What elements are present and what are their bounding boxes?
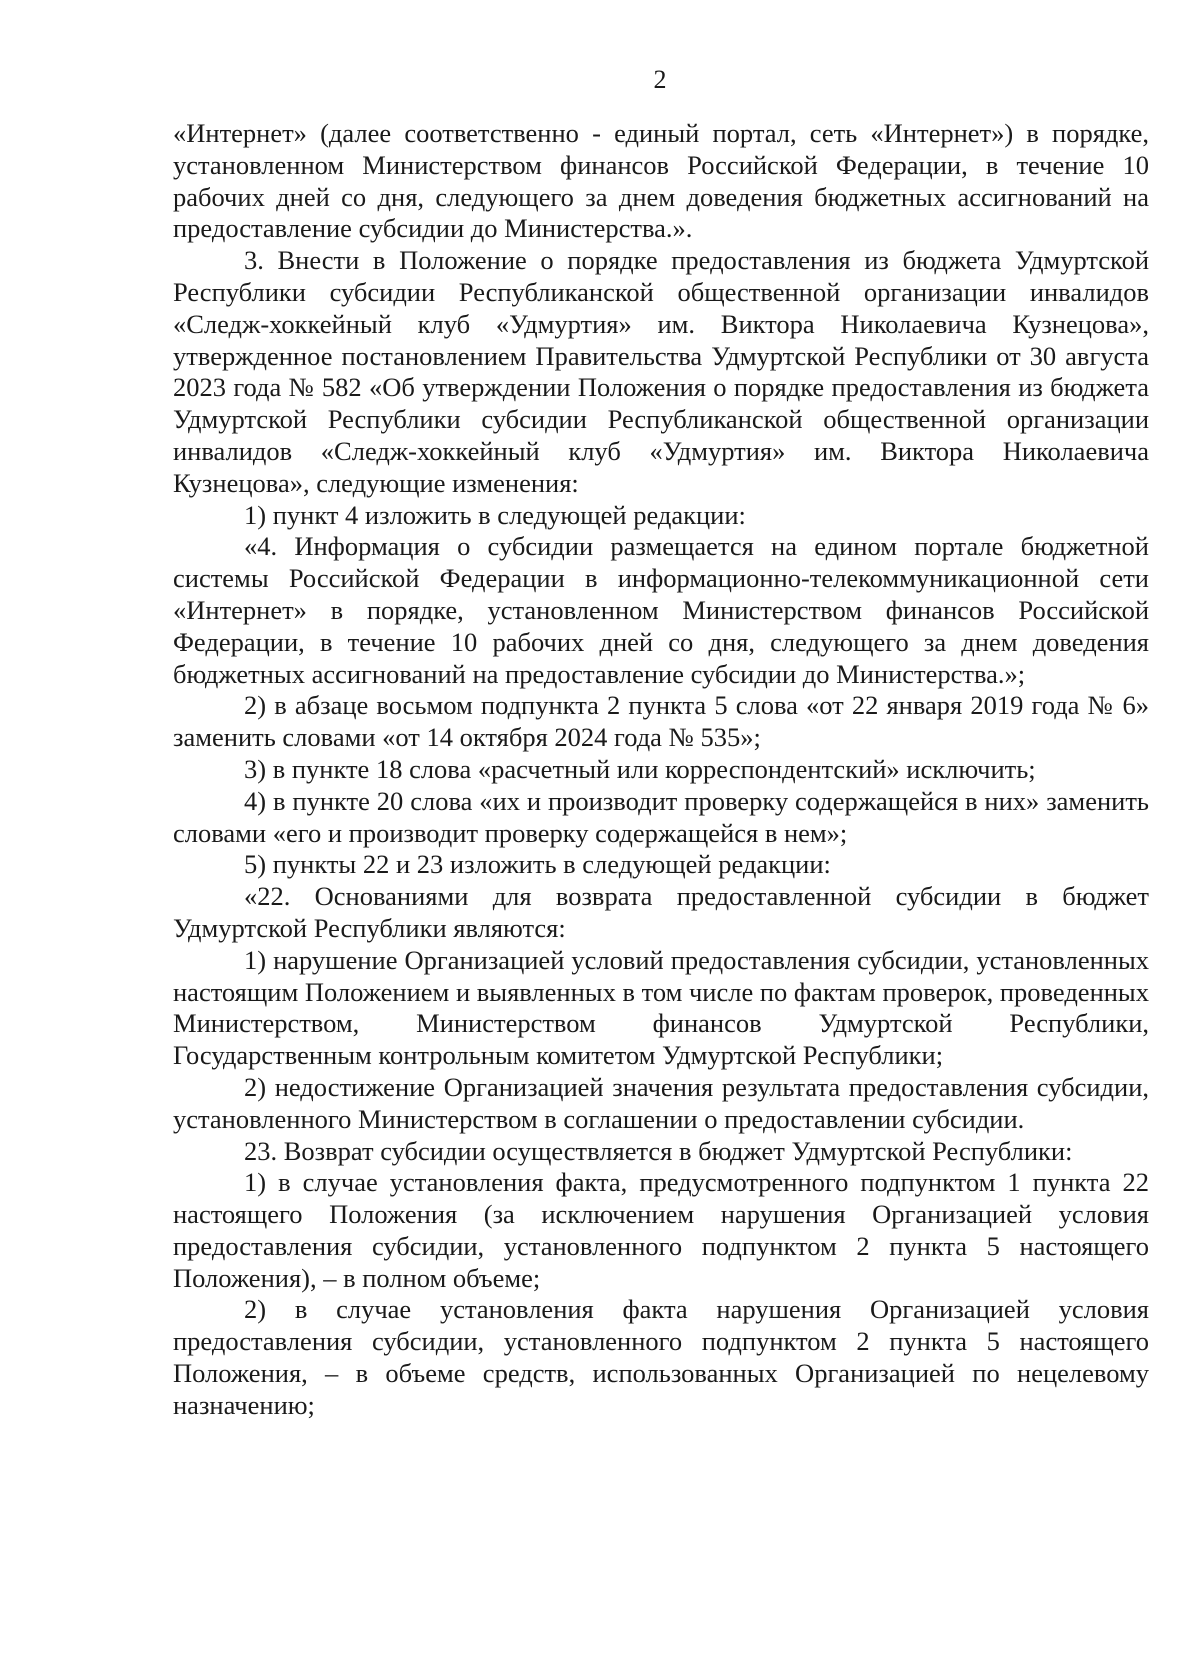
paragraph: 2) в случае установления факта нарушения Организацией условия предоставления субсидии, установленного подпунктом 2 пункта 5 настоящего Положения, – в объеме средств, использованных Организацией по нецелевому назначению; (173, 1294, 1149, 1420)
paragraph: «4. Информация о субсидии размещается на едином портале бюджетной системы Российской Федерации в информационно-телекоммуникационной сети «Интернет» в порядке, установленном Министерством финансов Российской Федерации, в течение 10 рабочих дней со дня, следующего за днем доведения бюджетных ассигнований на предоставление субсидии до Министерства.»; (173, 531, 1149, 689)
paragraph: «Интернет» (далее соответственно - единый портал, сеть «Интернет») в порядке, установленном Министерством финансов Российской Федерации, в течение 10 рабочих дней со дня, следующего за днем доведения бюджетных ассигнований на предоставление субсидии до Министерства.». (173, 118, 1149, 244)
paragraph: 1) нарушение Организацией условий предоставления субсидии, установленных настоящим Положением и выявленных в том числе по фактам проверок, проведенных Министерством, Министерством финансов Удмуртской Республики, Государственным контрольным комитетом Удмуртской Республики; (173, 944, 1149, 1071)
paragraph: 23. Возврат субсидии осуществляется в бюджет Удмуртской Республики: (244, 1135, 1073, 1166)
paragraph: 3. Внести в Положение о порядке предоставления из бюджета Удмуртской Республики субсидии Республиканской общественной организации инвалидов «Следж-хоккейный клуб «Удмуртия» им. Виктора Николаевича Кузнецова», утвержденное постановлением Правительства Удмуртской Республики от 30 августа 2023 года № 582 «Об утверждении Положения о порядке предоставления из бюджета Удмуртской Республики субсидии Республиканской общественной организации инвалидов «Следж-хоккейный клуб «Удмуртия» им. Виктора Николаевича Кузнецова», следующие изменения: (173, 245, 1149, 498)
paragraph: 5) пункты 22 и 23 изложить в следующей редакции: (244, 849, 831, 880)
paragraph: 2) недостижение Организацией значения результата предоставления субсидии, установленного Министерством в соглашении о предоставлении субсидии. (173, 1071, 1149, 1134)
paragraph: 1) пункт 4 изложить в следующей редакции: (244, 499, 746, 530)
document-body (173, 118, 1149, 1422)
paragraph: 2) в абзаце восьмом подпункта 2 пункта 5 слова «от 22 января 2019 года № 6» заменить словами «от 14 октября 2024 года № 535»; (173, 690, 1149, 753)
paragraph: 3) в пункте 18 слова «расчетный или корреспондентский» исключить; (244, 753, 1036, 784)
paragraph: 1) в случае установления факта, предусмотренного подпунктом 1 пункта 22 настоящего Положения (за исключением нарушения Организацией условия предоставления субсидии, установленного подпунктом 2 пункта 5 настоящего Положения), – в полном объеме; (173, 1167, 1149, 1293)
paragraph: «22. Основаниями для возврата предоставленной субсидии в бюджет Удмуртской Республики являются: (173, 881, 1149, 943)
paragraph: 4) в пункте 20 слова «их и производит проверку содержащейся в них» заменить словами «его и производит проверку содержащейся в нем»; (173, 785, 1149, 848)
page-number: 2 (653, 65, 667, 94)
